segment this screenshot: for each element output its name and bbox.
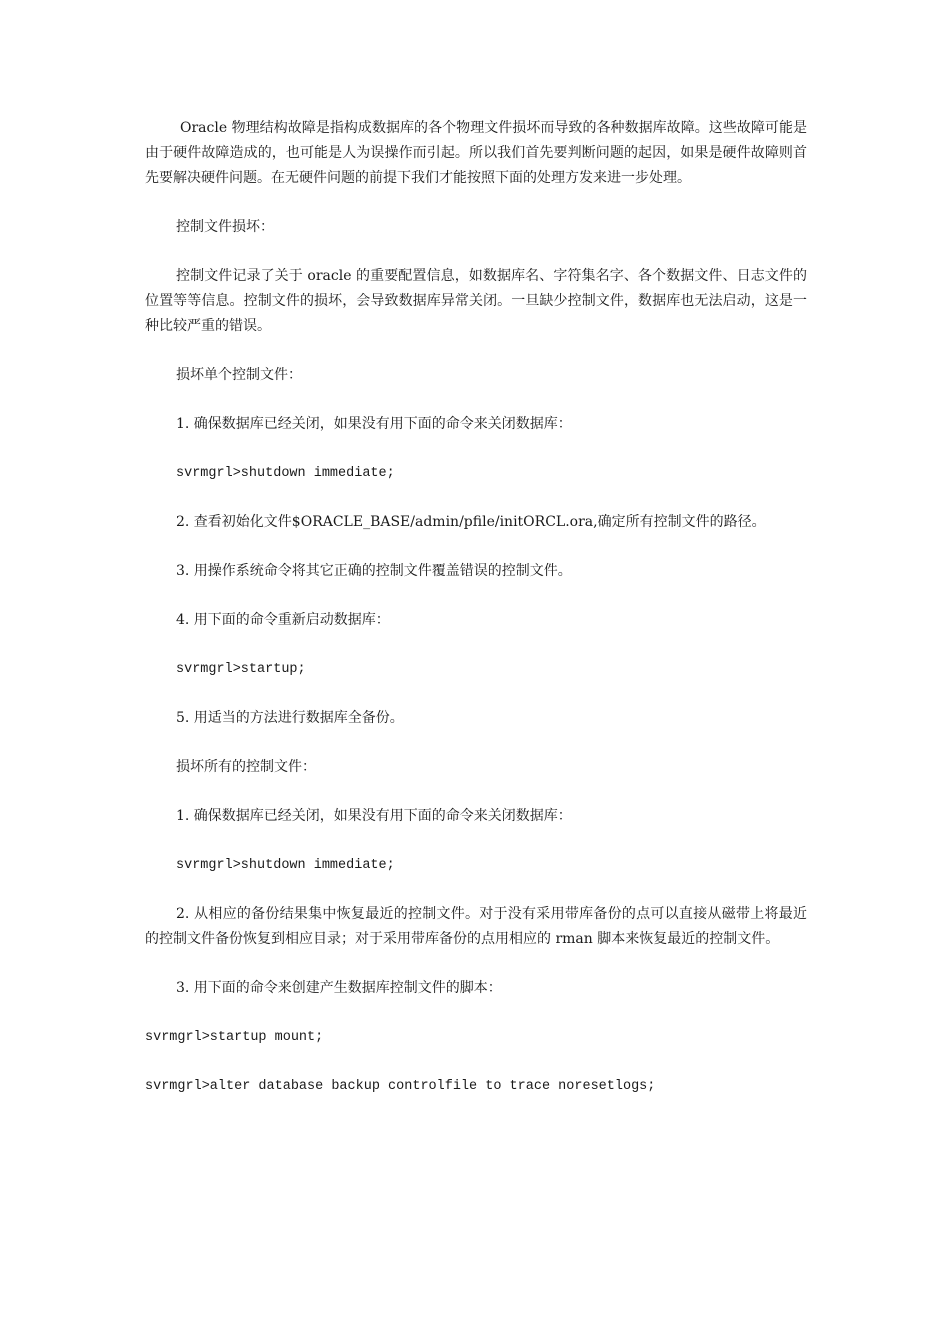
command-startup: svrmgrl>startup; (176, 662, 306, 677)
control-file-description: 控制文件记录了关于 oracle 的重要配置信息，如数据库名、字符集名字、各个数据文件、日志文件的位置等等信息。控制文件的损坏，会导致数据库异常关闭。一旦缺少控制文件，数据库也无法启动，这是一种比较严重的错误。 (145, 268, 807, 334)
step-5-full-backup: 5. 用适当的方法进行数据库全备份。 (176, 710, 404, 726)
command-backup-controlfile: svrmgrl>alter database backup controlfile to trace noresetlogs; (145, 1079, 656, 1094)
section-heading-single-control-file: 损坏单个控制文件： (176, 367, 302, 383)
step-4-restart: 4. 用下面的命令重新启动数据库： (176, 612, 390, 628)
step-3-copy-control-file: 3. 用操作系统命令将其它正确的控制文件覆盖错误的控制文件。 (176, 563, 572, 579)
command-startup-mount: svrmgrl>startup mount; (145, 1030, 324, 1045)
section-heading-control-file-damage: 控制文件损坏： (176, 219, 274, 235)
step-2-check-init-file: 2. 查看初始化文件$ORACLE_BASE/admin/pfile/initORCL.ora,确定所有控制文件的路径。 (176, 514, 766, 530)
step-1-shutdown-all: 1. 确保数据库已经关闭，如果没有用下面的命令来关闭数据库： (176, 808, 572, 824)
command-shutdown-immediate-all: svrmgrl>shutdown immediate; (176, 858, 395, 873)
section-heading-all-control-files: 损坏所有的控制文件： (176, 759, 316, 775)
document-page (145, 116, 807, 1123)
step-1-shutdown: 1. 确保数据库已经关闭，如果没有用下面的命令来关闭数据库： (176, 416, 572, 432)
step-3-create-script: 3. 用下面的命令来创建产生数据库控制文件的脚本： (176, 980, 502, 996)
command-shutdown-immediate: svrmgrl>shutdown immediate; (176, 466, 395, 481)
intro-paragraph: Oracle 物理结构故障是指构成数据库的各个物理文件损坏而导致的各种数据库故障。这些故障可能是由于硬件故障造成的，也可能是人为误操作而引起。所以我们首先要判断问题的起因，如果是硬件故障则首先要解决硬件问题。在无硬件问题的前提下我们才能按照下面的处理方发来进一步处理。 (145, 120, 807, 186)
step-2-restore-backup: 2. 从相应的备份结果集中恢复最近的控制文件。对于没有采用带库备份的点可以直接从磁带上将最近的控制文件备份恢复到相应目录；对于采用带库备份的点用相应的 rman 脚本来恢复最近的控制文件。 (145, 906, 807, 947)
